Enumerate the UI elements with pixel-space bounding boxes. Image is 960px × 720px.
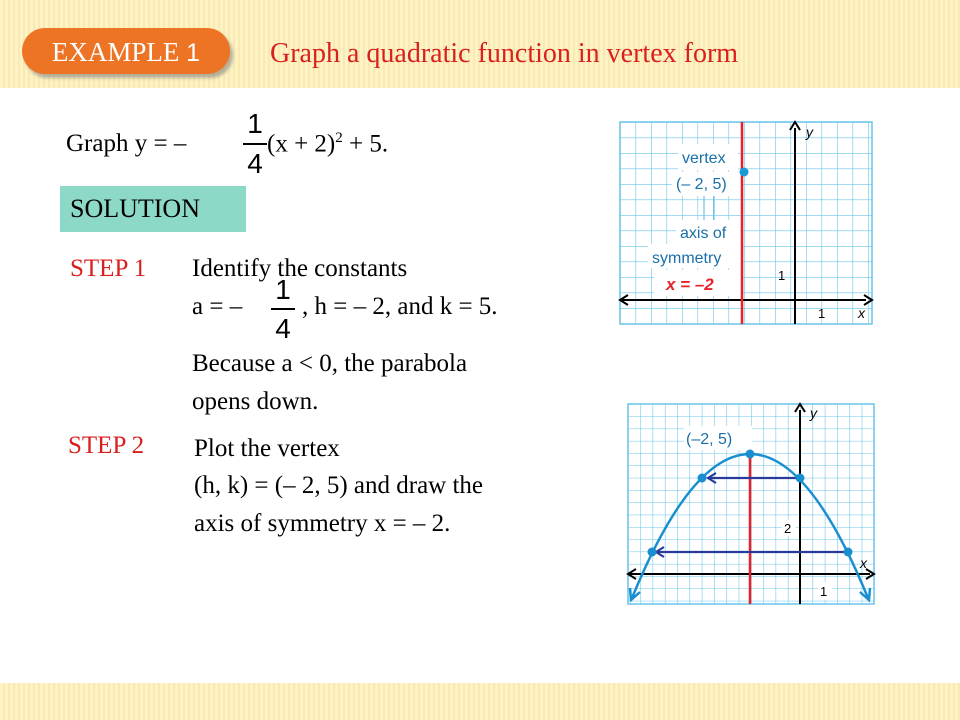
- graph2-y-tick: 2: [784, 521, 792, 536]
- step2-label: STEP 2: [68, 432, 145, 459]
- graph2-x-label: x: [860, 555, 867, 571]
- step2-line2: (h, k) = (– 2, 5) and draw the: [194, 472, 484, 499]
- graph1-axis-label: axis of: [680, 225, 727, 242]
- step1-fraction-denominator: 4: [275, 313, 291, 344]
- example-badge: [22, 28, 230, 74]
- example-badge-label: [22, 28, 230, 74]
- problem-fraction-bar: [243, 143, 267, 145]
- step1-fraction-numerator: 1: [275, 274, 291, 305]
- graph1-equation-label: x = –2: [666, 275, 714, 294]
- step1-line2-b: , h = – 2, and k = 5.: [302, 293, 498, 320]
- page-title: Graph a quadratic function in vertex form: [270, 38, 739, 69]
- graph1-vertex-point: [740, 168, 749, 177]
- step1-fraction-bar: [271, 308, 295, 310]
- graph2-y-label: y: [810, 405, 817, 421]
- problem-fraction-numerator: 1: [247, 108, 263, 139]
- step1-line3: Because a < 0, the parabola: [192, 350, 468, 377]
- badge-number: 1: [186, 39, 201, 67]
- graph2-point-lower-left: [648, 548, 657, 557]
- graph2-vertex-label: (–2, 5): [686, 431, 733, 448]
- graph1-vertex-coord: (– 2, 5): [676, 176, 727, 193]
- graph-vertex-axis: [618, 120, 874, 326]
- problem-fraction-denominator: 4: [247, 148, 263, 179]
- problem-expression: $(x + 2)^2 + 5$.: [267, 130, 389, 158]
- graph1-x-tick: 1: [818, 306, 826, 321]
- step1-label: STEP 1: [70, 255, 147, 282]
- badge-word: EXAMPLE: [51, 37, 180, 67]
- graph2-vertex-point: [746, 450, 755, 459]
- step2-line1: Plot the vertex: [194, 435, 340, 462]
- graph1-y-tick: 1: [778, 268, 786, 283]
- footer-band: [0, 683, 960, 720]
- graph2-point-lower-right: [844, 548, 853, 557]
- graph1-x-label: x: [858, 305, 865, 321]
- step1-line4: opens down.: [192, 388, 319, 415]
- solution-label: SOLUTION: [70, 194, 200, 223]
- step2-line3: axis of symmetry x = – 2.: [194, 510, 451, 537]
- graph1-y-label: y: [806, 124, 813, 140]
- graph-parabola: [626, 402, 876, 606]
- graph2-x-tick: 1: [820, 584, 828, 599]
- graph1-symmetry-label: symmetry: [652, 250, 722, 267]
- graph1-vertex-label: vertex: [682, 150, 726, 167]
- step1-line1: Identify the constants: [192, 255, 408, 282]
- problem-prefix: Graph y = –: [66, 130, 187, 157]
- graph2-point-upper-left: [698, 474, 707, 483]
- solution-box: [60, 186, 246, 232]
- graph2-point-upper-right: [796, 474, 805, 483]
- step1-line2-a: a = –: [192, 293, 243, 320]
